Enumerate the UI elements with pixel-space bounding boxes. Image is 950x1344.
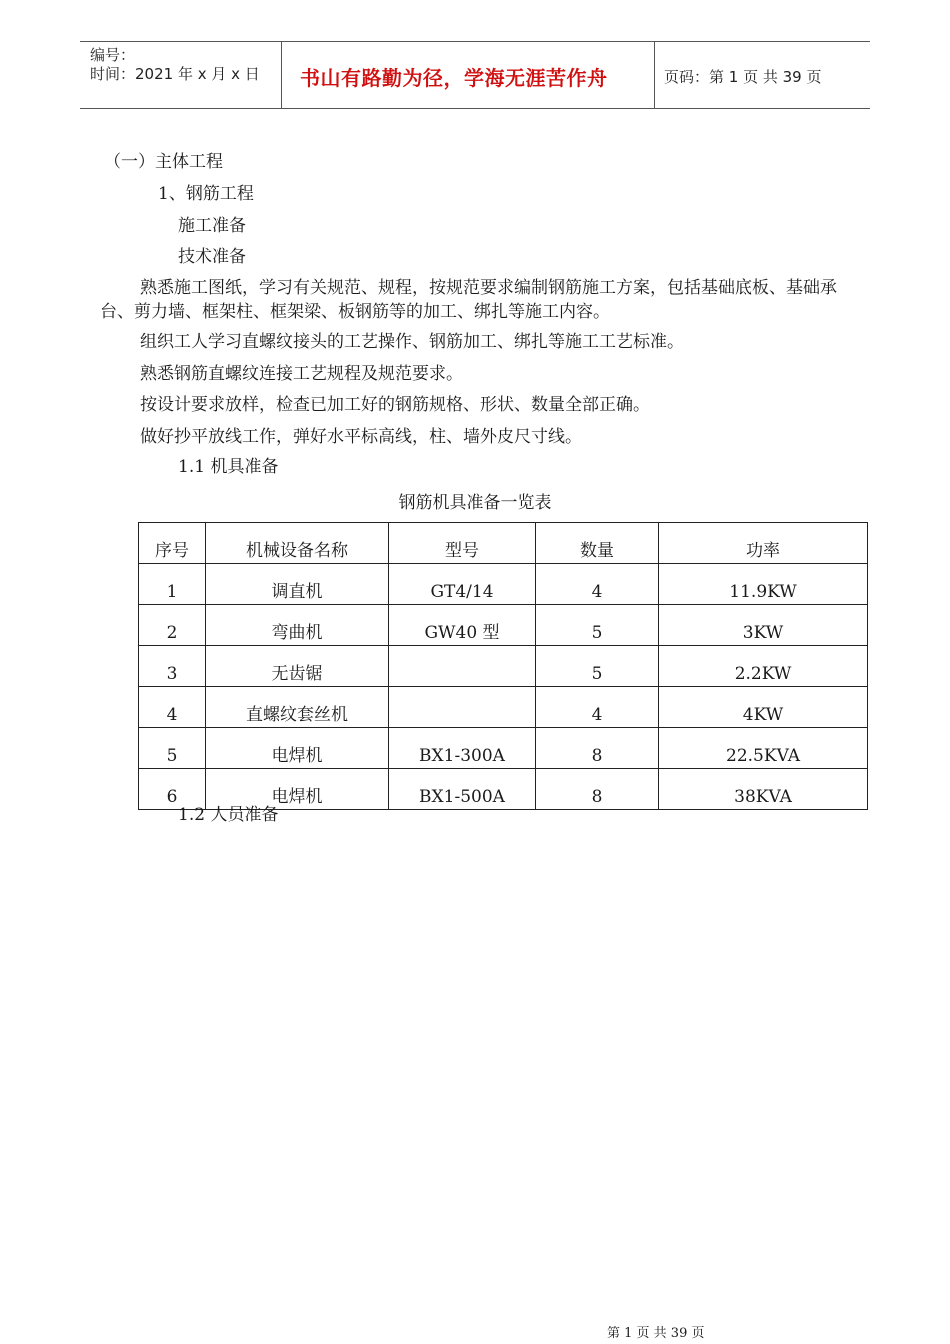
cell-quantity: 8 xyxy=(536,728,659,769)
cell-index: 2 xyxy=(139,605,206,646)
cell-name: 电焊机 xyxy=(206,728,389,769)
cell-model: BX1-300A xyxy=(389,728,536,769)
col-header-power: 功率 xyxy=(659,523,868,564)
cell-power: 4KW xyxy=(659,687,868,728)
cell-index: 6 xyxy=(139,769,206,810)
table-row xyxy=(139,687,868,728)
cell-name: 直螺纹套丝机 xyxy=(206,687,389,728)
cell-name: 电焊机 xyxy=(206,769,389,810)
subsection-1-1-heading: 1.1 机具准备 xyxy=(178,457,279,477)
paragraph-5: 做好抄平放线工作，弹好水平标高线，柱、墙外皮尺寸线。 xyxy=(140,427,582,447)
page-footer: 第 1 页 共 39 页 xyxy=(607,1326,705,1341)
cell-quantity: 4 xyxy=(536,564,659,605)
header-time-label: 时间：2021 年 x 月 x 日 xyxy=(90,65,260,83)
cell-model: GW40 型 xyxy=(389,605,536,646)
header-number-label: 编号： xyxy=(90,46,136,64)
table-row xyxy=(139,564,868,605)
cell-quantity: 4 xyxy=(536,687,659,728)
table-row xyxy=(139,605,868,646)
header-bottom-rule xyxy=(80,108,870,109)
table-caption: 钢筋机具准备一览表 xyxy=(398,493,552,513)
section-subheading: 1、钢筋工程 xyxy=(158,184,254,204)
cell-name: 无齿锯 xyxy=(206,646,389,687)
table-row xyxy=(139,646,868,687)
header-motto: 书山有路勤为径，学海无涯苦作舟 xyxy=(300,66,608,90)
table-header-row xyxy=(139,523,868,564)
cell-model xyxy=(389,646,536,687)
header-top-rule xyxy=(80,41,870,42)
cell-index: 3 xyxy=(139,646,206,687)
table-row xyxy=(139,728,868,769)
header-divider-left xyxy=(281,41,282,109)
section-heading: （一）主体工程 xyxy=(104,152,223,172)
prep-heading: 施工准备 xyxy=(178,216,246,236)
equipment-table xyxy=(138,522,868,810)
cell-power: 38KVA xyxy=(659,769,868,810)
cell-power: 11.9KW xyxy=(659,564,868,605)
tech-prep-heading: 技术准备 xyxy=(178,247,246,267)
cell-index: 4 xyxy=(139,687,206,728)
subsection-1-2-heading: 1.2 人员准备 xyxy=(178,805,279,825)
cell-model xyxy=(389,687,536,728)
cell-power: 3KW xyxy=(659,605,868,646)
cell-quantity: 5 xyxy=(536,605,659,646)
col-header-model: 型号 xyxy=(389,523,536,564)
header-page-label: 页码：第 1 页 共 39 页 xyxy=(664,68,822,86)
cell-index: 1 xyxy=(139,564,206,605)
col-header-quantity: 数量 xyxy=(536,523,659,564)
cell-index: 5 xyxy=(139,728,206,769)
cell-name: 调直机 xyxy=(206,564,389,605)
cell-power: 2.2KW xyxy=(659,646,868,687)
paragraph-4: 按设计要求放样，检查已加工好的钢筋规格、形状、数量全部正确。 xyxy=(140,395,650,415)
cell-quantity: 5 xyxy=(536,646,659,687)
paragraph-1: 熟悉施工图纸，学习有关规范、规程，按规范要求编制钢筋施工方案，包括基础底板、基础承台、剪力墙、框架柱、框架梁、板钢筋等的加工、绑扎等施工内容。 xyxy=(100,278,837,322)
col-header-index: 序号 xyxy=(139,523,206,564)
cell-name: 弯曲机 xyxy=(206,605,389,646)
cell-quantity: 8 xyxy=(536,769,659,810)
paragraph-3: 熟悉钢筋直螺纹连接工艺规程及规范要求。 xyxy=(140,364,463,384)
paragraph-2: 组织工人学习直螺纹接头的工艺操作、钢筋加工、绑扎等施工工艺标准。 xyxy=(140,332,684,352)
cell-model: GT4/14 xyxy=(389,564,536,605)
cell-power: 22.5KVA xyxy=(659,728,868,769)
col-header-name: 机械设备名称 xyxy=(206,523,389,564)
cell-model: BX1-500A xyxy=(389,769,536,810)
header-divider-right xyxy=(654,41,655,109)
